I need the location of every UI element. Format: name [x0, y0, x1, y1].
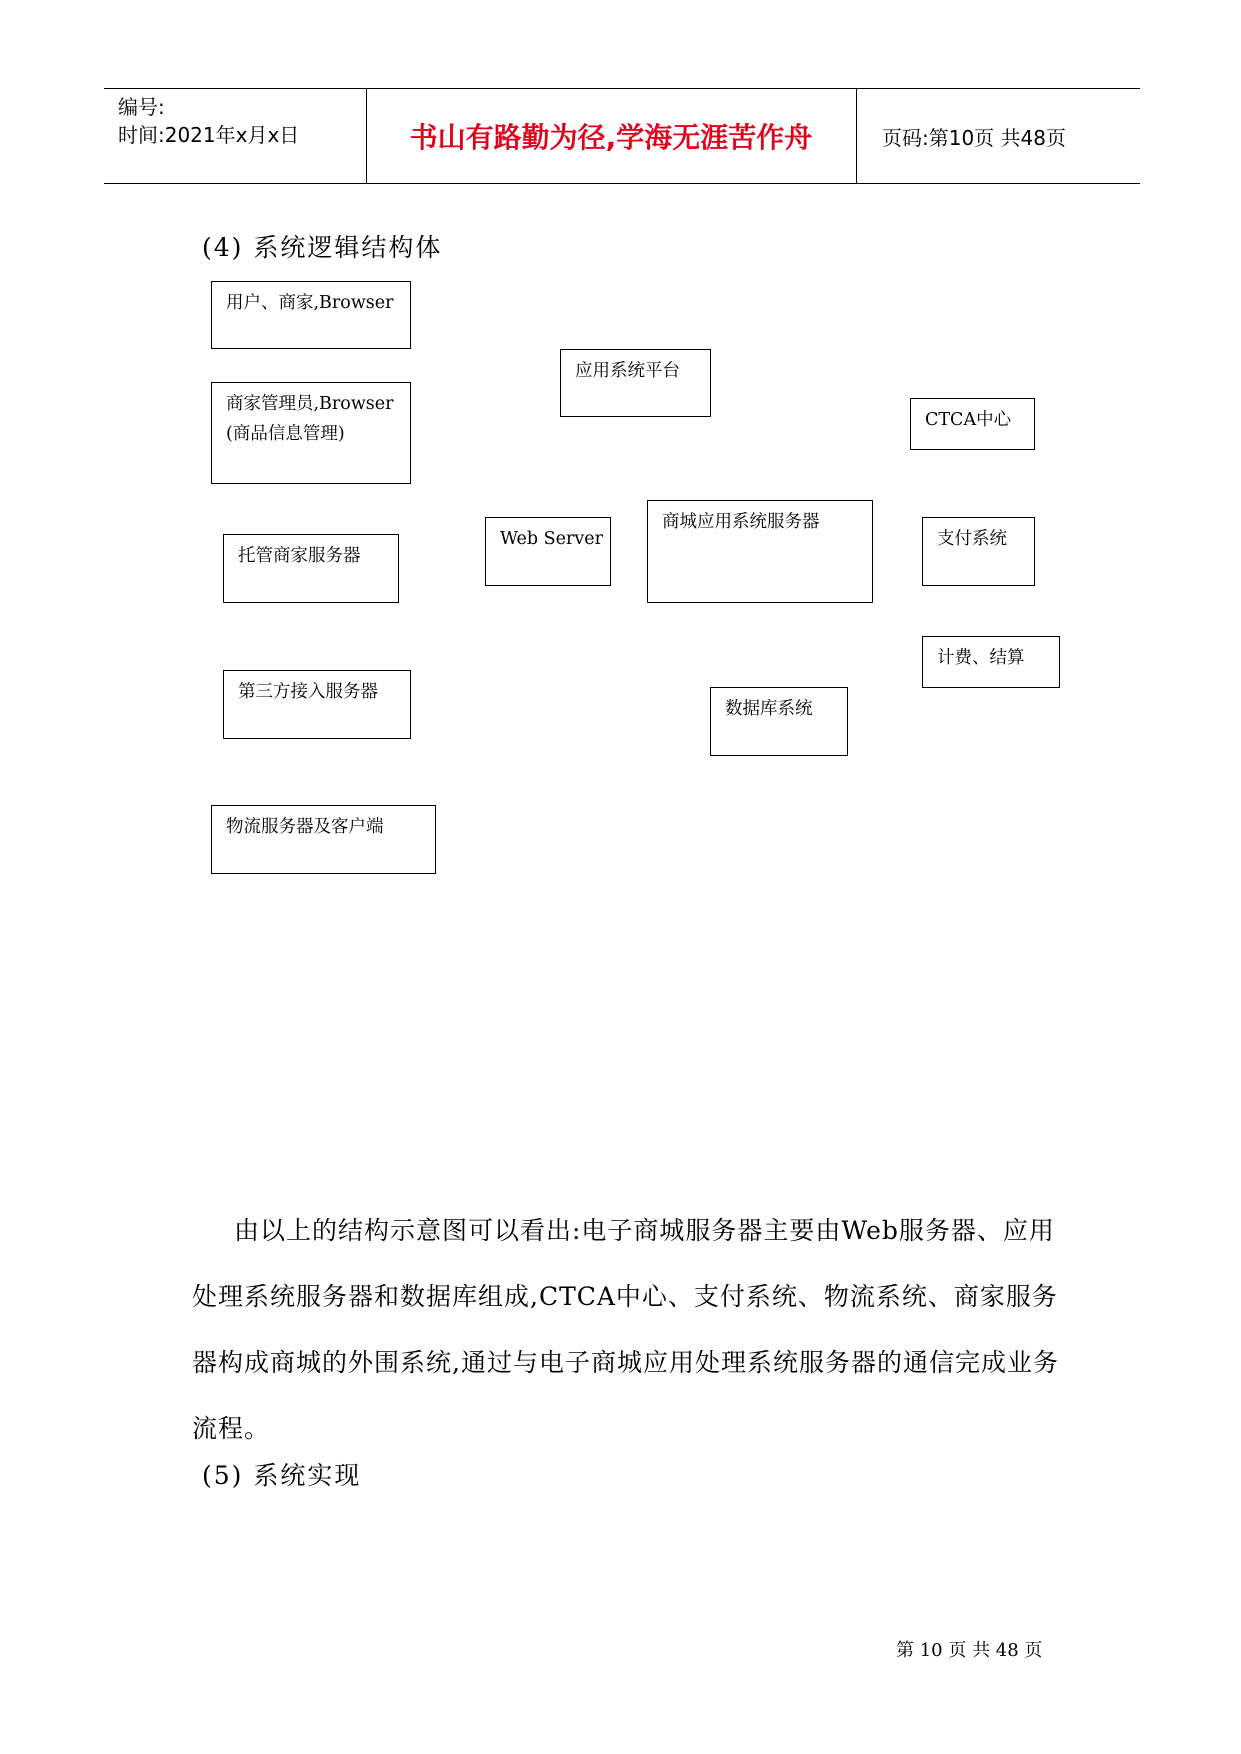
box-merchant-admin-line2: (商品信息管理): [226, 424, 345, 444]
header-divider: [856, 89, 857, 183]
box-users-merchants: 用户、商家,Browser: [211, 281, 411, 349]
header-page-info: 页码:第10页 共48页: [882, 125, 1066, 150]
box-ctca: CTCA中心: [910, 398, 1035, 450]
section-heading-4: (4) 系统逻辑结构体: [202, 233, 443, 262]
header-meta: [118, 93, 299, 149]
box-payment: 支付系统: [922, 517, 1035, 586]
box-merchant-admin: [211, 382, 411, 484]
header-motto: 书山有路勤为径,学海无涯苦作舟: [409, 121, 813, 154]
document-header: [104, 88, 1140, 184]
page-footer: 第 10 页 共 48 页: [896, 1640, 1043, 1661]
body-paragraph-text: 由以上的结构示意图可以看出:电子商城服务器主要由Web服务器、应用处理系统服务器和数据库组成,CTCA中心、支付系统、物流系统、商家服务器构成商城的外围系统,通过与电子商城应用处理系统服务器的通信完成业务流程。: [192, 1216, 1059, 1443]
box-logistics: 物流服务器及客户端: [211, 805, 436, 874]
box-web-server: Web Server: [485, 517, 611, 586]
box-hosted-merchant-server: 托管商家服务器: [223, 534, 399, 603]
box-billing: 计费、结算: [922, 636, 1060, 688]
box-mall-app-server: 商城应用系统服务器: [647, 500, 873, 603]
box-app-platform: 应用系统平台: [560, 349, 711, 417]
section-heading-5: (5) 系统实现: [202, 1461, 362, 1490]
box-database: 数据库系统: [710, 687, 848, 756]
body-paragraph: [192, 1198, 1072, 1462]
box-merchant-admin-line1: 商家管理员,Browser: [226, 394, 394, 414]
box-third-party-server: 第三方接入服务器: [223, 670, 411, 739]
serial-label: 编号:: [118, 95, 165, 119]
date-label: 时间:2021年x月x日: [118, 123, 300, 147]
